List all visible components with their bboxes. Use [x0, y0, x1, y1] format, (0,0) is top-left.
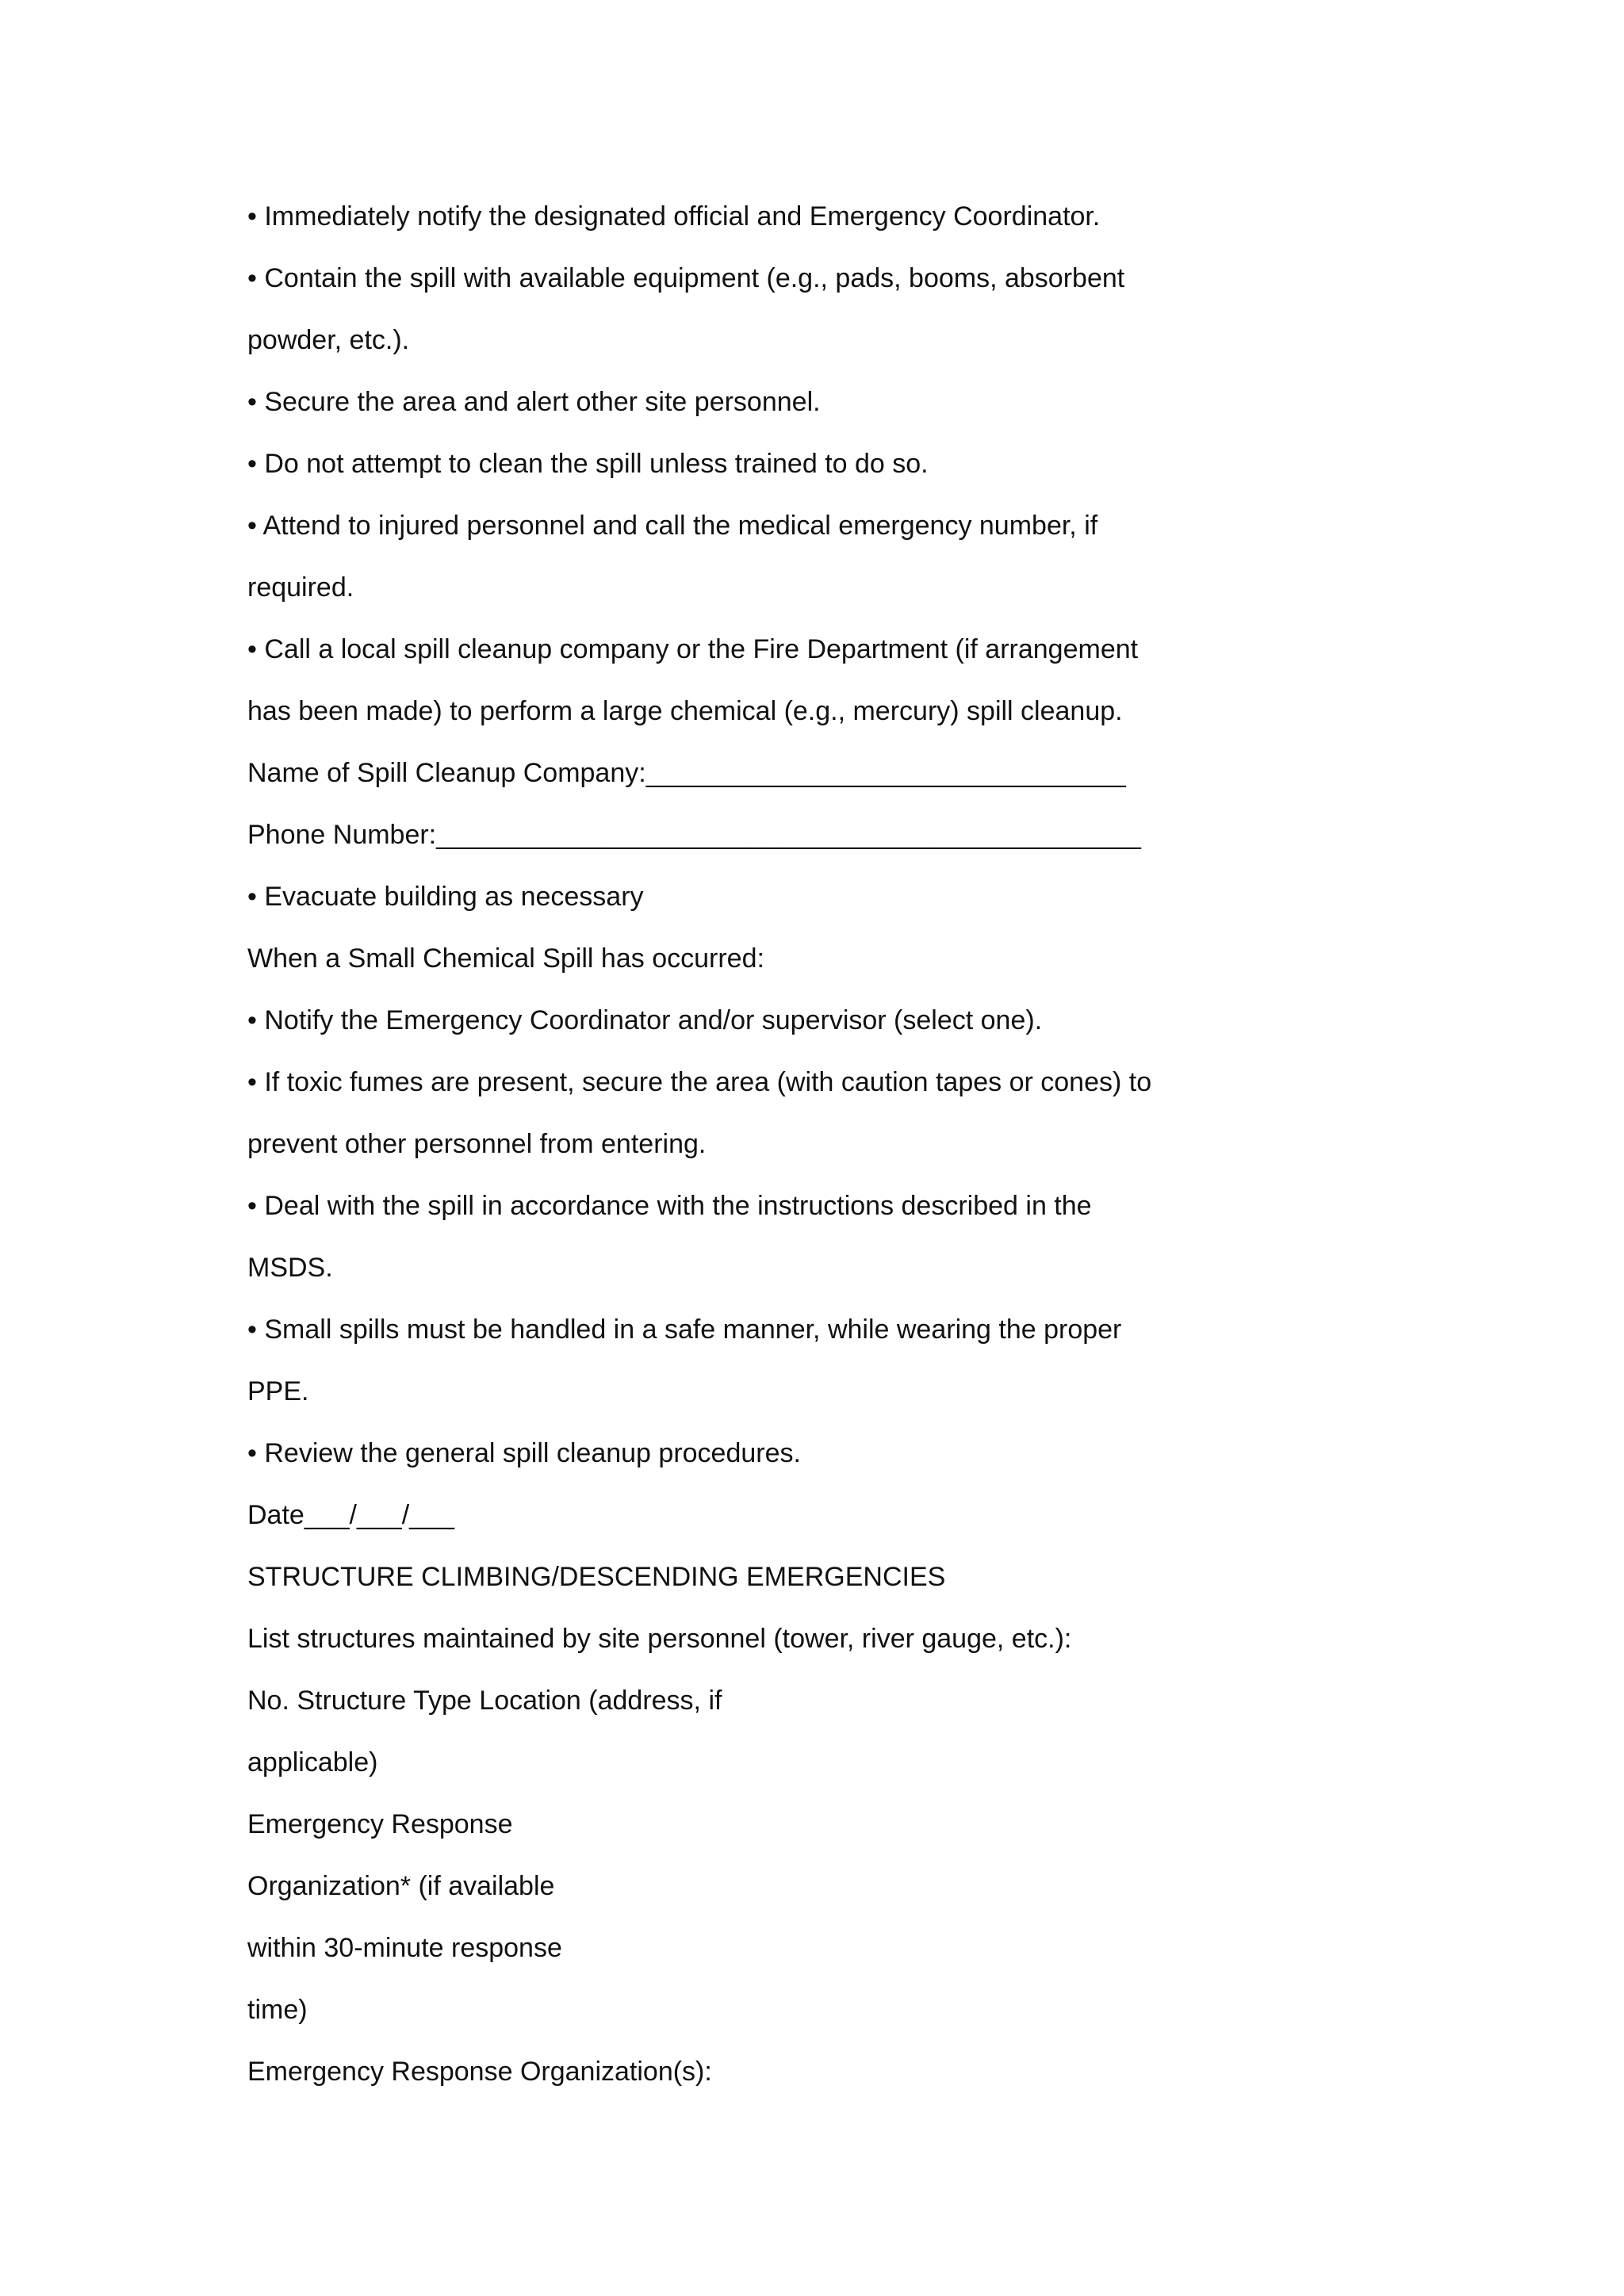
text-line: powder, etc.).: [247, 325, 410, 355]
table-header-text: No. Structure Type Location (address, if: [247, 1686, 722, 1716]
table-header-text: applicable): [247, 1747, 378, 1777]
cleanup-company-field: Name of Spill Cleanup Company:________________________________: [247, 758, 1126, 788]
date-field: Date___/___/___: [247, 1500, 454, 1530]
text-line: List structures maintained by site personnel (tower, river gauge, etc.):: [247, 1624, 1072, 1654]
text-line: • Secure the area and alert other site personnel.: [247, 387, 821, 417]
text-line: • Notify the Emergency Coordinator and/or supervisor (select one).: [247, 1005, 1043, 1035]
text-line: • Small spills must be handled in a safe manner, while wearing the proper: [247, 1314, 1122, 1345]
text-line: prevent other personnel from entering.: [247, 1129, 707, 1159]
section-intro: When a Small Chemical Spill has occurred:: [247, 943, 764, 974]
text-line: • Attend to injured personnel and call the medical emergency number, if: [247, 511, 1098, 541]
text-line: PPE.: [247, 1376, 309, 1406]
text-line: • Deal with the spill in accordance with the instructions described in the: [247, 1191, 1092, 1221]
text-line: • Immediately notify the designated official and Emergency Coordinator.: [247, 201, 1101, 232]
text-line: • Contain the spill with available equipment (e.g., pads, booms, absorbent: [247, 263, 1125, 293]
table-header-text: time): [247, 1995, 308, 2025]
phone-number-field: Phone Number:_______________________________________________: [247, 820, 1141, 850]
table-header-text: Emergency Response: [247, 1809, 513, 1839]
text-line: has been made) to perform a large chemical (e.g., mercury) spill cleanup.: [247, 696, 1123, 726]
text-line: Emergency Response Organization(s):: [247, 2057, 712, 2087]
text-line: MSDS.: [247, 1253, 333, 1283]
text-line: • Evacuate building as necessary: [247, 882, 644, 912]
text-line: • Do not attempt to clean the spill unless trained to do so.: [247, 449, 929, 479]
text-line: • If toxic fumes are present, secure the area (with caution tapes or cones) to: [247, 1067, 1152, 1097]
table-header-text: within 30-minute response: [247, 1933, 562, 1963]
text-line: required.: [247, 572, 354, 603]
text-line: • Call a local spill cleanup company or the Fire Department (if arrangement: [247, 634, 1139, 664]
text-line: • Review the general spill cleanup procedures.: [247, 1438, 801, 1468]
document-body: [247, 195, 1437, 2112]
section-heading: STRUCTURE CLIMBING/DESCENDING EMERGENCIES: [247, 1562, 946, 1592]
table-header-text: Organization* (if available: [247, 1871, 555, 1901]
